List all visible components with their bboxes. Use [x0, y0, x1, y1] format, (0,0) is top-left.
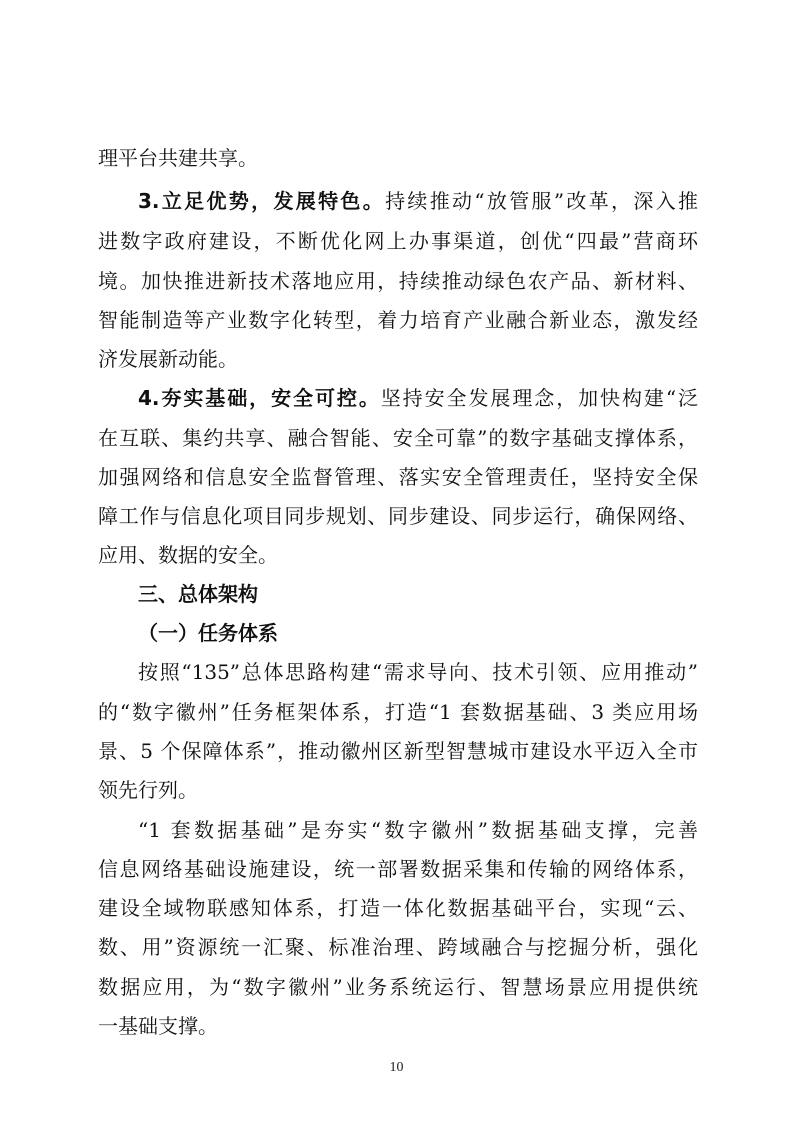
section-4-first-line — [138, 378, 698, 418]
paragraph-line: 的“数字徽州”任务框架体系，打造“1 套数据基础、3 类应用场 — [98, 700, 698, 724]
page-number: 10 — [389, 1060, 404, 1075]
paragraph-line: 智能制造等产业数字化转型，着力培育产业融合新业态，激发经 — [98, 308, 698, 332]
paragraph-line: 济发展新动能。 — [98, 347, 238, 371]
paragraph-line: 在互联、集约共享、融合智能、安全可靠”的数字基础支撑体系， — [98, 426, 698, 450]
subsection-heading: （一）任务体系 — [138, 621, 278, 645]
paragraph-line: “1 套数据基础”是夯实“数字徽州”数据基础支撑，完善 — [138, 818, 698, 842]
section-3-first-line — [138, 181, 698, 221]
section-3-text: 持续推动“放管服”改革，深入推 — [385, 189, 698, 213]
section-4-title: 4.夯实基础，安全可控。 — [138, 386, 381, 410]
paragraph-line: 建设全域物联感知体系，打造一体化数据基础平台，实现“云、 — [98, 896, 698, 920]
paragraph-line: 障工作与信息化项目同步规划、同步建设、同步运行，确保网络、 — [98, 504, 698, 528]
paragraph-line: 理平台共建共享。 — [98, 146, 258, 170]
paragraph-line: 进数字政府建设，不断优化网上办事渠道，创优“四最”营商环 — [98, 229, 698, 253]
paragraph-line: 景、5 个保障体系”，推动徽州区新型智慧城市建设水平迈入全市 — [98, 739, 698, 763]
paragraph-line: 按照“135”总体思路构建“需求导向、技术引领、应用推动” — [138, 660, 698, 684]
paragraph-line: 信息网络基础设施建设，统一部署数据采集和传输的网络体系， — [98, 857, 698, 881]
paragraph-line: 数据应用，为“数字徽州”业务系统运行、智慧场景应用提供统 — [98, 975, 698, 999]
section-heading: 三、总体架构 — [138, 582, 258, 606]
paragraph-line: 领先行列。 — [98, 778, 198, 802]
paragraph-line: 加强网络和信息安全监督管理、落实安全管理责任，坚持安全保 — [98, 465, 698, 489]
paragraph-line: 境。加快推进新技术落地应用，持续推动绿色农产品、新材料、 — [98, 269, 698, 293]
section-4-text: 坚持安全发展理念，加快构建“泛 — [380, 386, 698, 410]
section-3-title: 3.立足优势，发展特色。 — [138, 189, 386, 213]
paragraph-line: 应用、数据的安全。 — [98, 543, 278, 567]
paragraph-line: 一基础支撑。 — [98, 1014, 218, 1038]
paragraph-line: 数、用”资源统一汇聚、标准治理、跨域融合与挖掘分析，强化 — [98, 935, 698, 959]
